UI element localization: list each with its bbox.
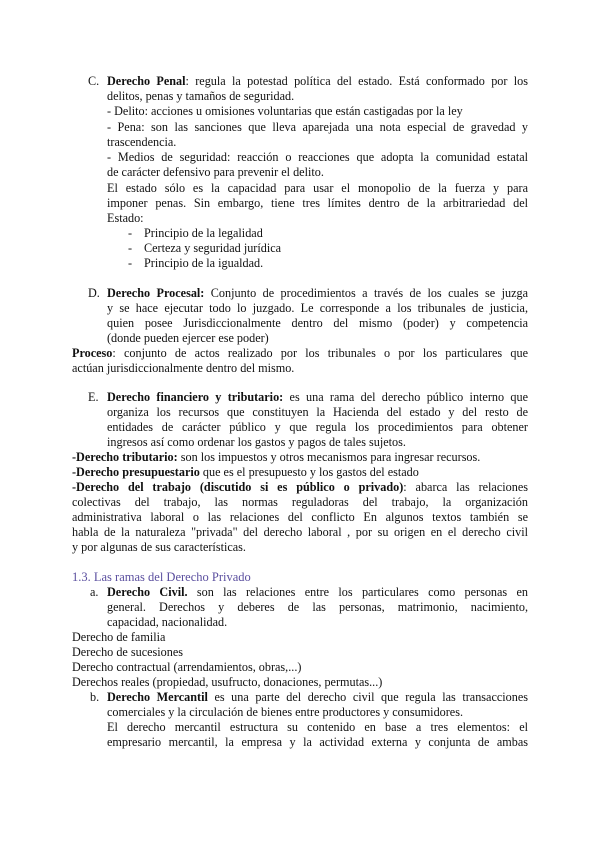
tributario-text: son los impuestos y otros mecanismos para ingresar recursos. [177, 450, 481, 464]
trabajo-term: -Derecho del trabajo (discutido si es público o privado) [72, 480, 404, 494]
proceso-term: Proceso [72, 346, 113, 360]
section-c-medios: - Medios de seguridad: reacción o reacciones que adopta la comunidad estatal [107, 150, 528, 164]
section-a-line-1 [107, 585, 528, 600]
section-d-marker: D. [88, 286, 100, 300]
section-b-line-3: El derecho mercantil estructura su contenido en base a tres elementos: el [107, 720, 528, 734]
limit-bullet: - [128, 256, 133, 270]
limit-item: Principio de la igualdad. [144, 256, 264, 270]
proceso-line-2: actúan jurisdiccionalmente dentro del mismo. [72, 361, 295, 375]
proceso-line-1 [72, 346, 528, 361]
section-a-title: Derecho Civil. [107, 585, 188, 599]
civil-item: Derecho de familia [72, 630, 166, 644]
section-e-line-2: organiza los recursos que constituyen la Hacienda del estado y del resto de [107, 405, 528, 419]
proceso-text: : conjunto de actos realizado por los tribunales o por los particulares que [112, 346, 528, 360]
civil-item: Derecho de sucesiones [72, 645, 183, 659]
section-c-medios-cont: de carácter defensivo para prevenir el delito. [107, 165, 324, 179]
section-e-title: Derecho financiero y tributario: [107, 390, 284, 404]
section-e-text: es una rama del derecho público interno que [283, 390, 528, 404]
civil-item: Derechos reales (propiedad, usufructo, donaciones, permutas...) [72, 675, 383, 689]
section-b-line-1 [107, 690, 528, 705]
tributario-line [72, 450, 480, 465]
presupuestario-text: que es el presupuesto y los gastos del estado [199, 465, 419, 479]
section-c-estado-3: Estado: [107, 211, 144, 225]
section-c-pena: - Pena: son las sanciones que lleva aparejada una nota especial de gravedad y [107, 120, 528, 134]
presupuestario-line [72, 465, 419, 480]
limit-item: Principio de la legalidad [144, 226, 263, 240]
section-d-line-4: (donde pueden ejercer ese poder) [107, 331, 269, 345]
section-e-marker: E. [88, 390, 99, 404]
section-a-line-2: general. Derechos y deberes de las personas, matrimonio, nacimiento, [107, 600, 528, 614]
section-d-line-2: y se hace ejecutar todo lo juzgado. Le corresponde a los tribunales de justicia, [107, 301, 528, 315]
trabajo-line-5: y por algunas de sus características. [72, 540, 246, 554]
section-c-pena-cont: trascendencia. [107, 135, 177, 149]
section-e-line-3: entidades de carácter público y que regula los procedimientos para obtener [107, 420, 528, 434]
section-b-line-4: empresario mercantil, la empresa y la actividad externa y conjunta de ambas [107, 735, 528, 749]
section-d-line-1 [107, 286, 528, 301]
limit-bullet: - [128, 226, 133, 240]
civil-item: Derecho contractual (arrendamientos, obras,...) [72, 660, 302, 674]
section-c-delito: - Delito: acciones u omisiones voluntarias que están castigadas por la ley [107, 104, 463, 118]
section-heading: 1.3. Las ramas del Derecho Privado [72, 570, 251, 584]
section-d-text: Conjunto de procedimientos a través de los cuales se juzga [204, 286, 528, 300]
tributario-term: -Derecho tributario: [72, 450, 178, 464]
section-b-line-2: comerciales y la circulación de bienes entre productores y consumidores. [107, 705, 464, 719]
section-a-marker: a. [90, 585, 99, 599]
section-b-text: es una parte del derecho civil que regula las transacciones [207, 690, 528, 704]
section-e-line-1 [107, 390, 528, 405]
section-a-line-3: capacidad, nacionalidad. [107, 615, 228, 629]
trabajo-line-3: administrativa laboral o las relaciones del conflicto En algunos textos también se [72, 510, 528, 524]
trabajo-line-2: colectivas del trabajo, las normas reguladoras del trabajo, la organización [72, 495, 528, 509]
section-c-text: : regula la potestad política del estado. Está conformado por los [185, 74, 528, 88]
section-c-line-1 [107, 74, 528, 89]
section-d-title: Derecho Procesal: [107, 286, 205, 300]
section-c-title: Derecho Penal [107, 74, 186, 88]
section-b-marker: b. [90, 690, 100, 704]
section-b-title: Derecho Mercantil [107, 690, 208, 704]
section-d-line-3: quien posee Jurisdiccionalmente dentro del mismo (poder) y competencia [107, 316, 528, 330]
trabajo-text: : abarca las relaciones [403, 480, 528, 494]
limit-item: Certeza y seguridad jurídica [144, 241, 282, 255]
section-c-estado-1: El estado sólo es la capacidad para usar el monopolio de la fuerza y para [107, 181, 528, 195]
section-c-marker: C. [88, 74, 100, 88]
trabajo-line-1 [72, 480, 528, 495]
section-c-estado-2: imponer penas. Sin embargo, tiene tres límites dentro de la arbitrariedad del [107, 196, 528, 210]
trabajo-line-4: habla de la naturaleza "privada" del derecho laboral , por su origen en el derecho civil [72, 525, 528, 539]
presupuestario-term: -Derecho presupuestario [72, 465, 200, 479]
section-c-line-2: delitos, penas y tamaños de seguridad. [107, 89, 295, 103]
section-e-line-4: ingresos así como ordenar los gastos y pagos de tales sujetos. [107, 435, 406, 449]
section-a-text: son las relaciones entre los particulares como personas en [187, 585, 528, 599]
limit-bullet: - [128, 241, 133, 255]
